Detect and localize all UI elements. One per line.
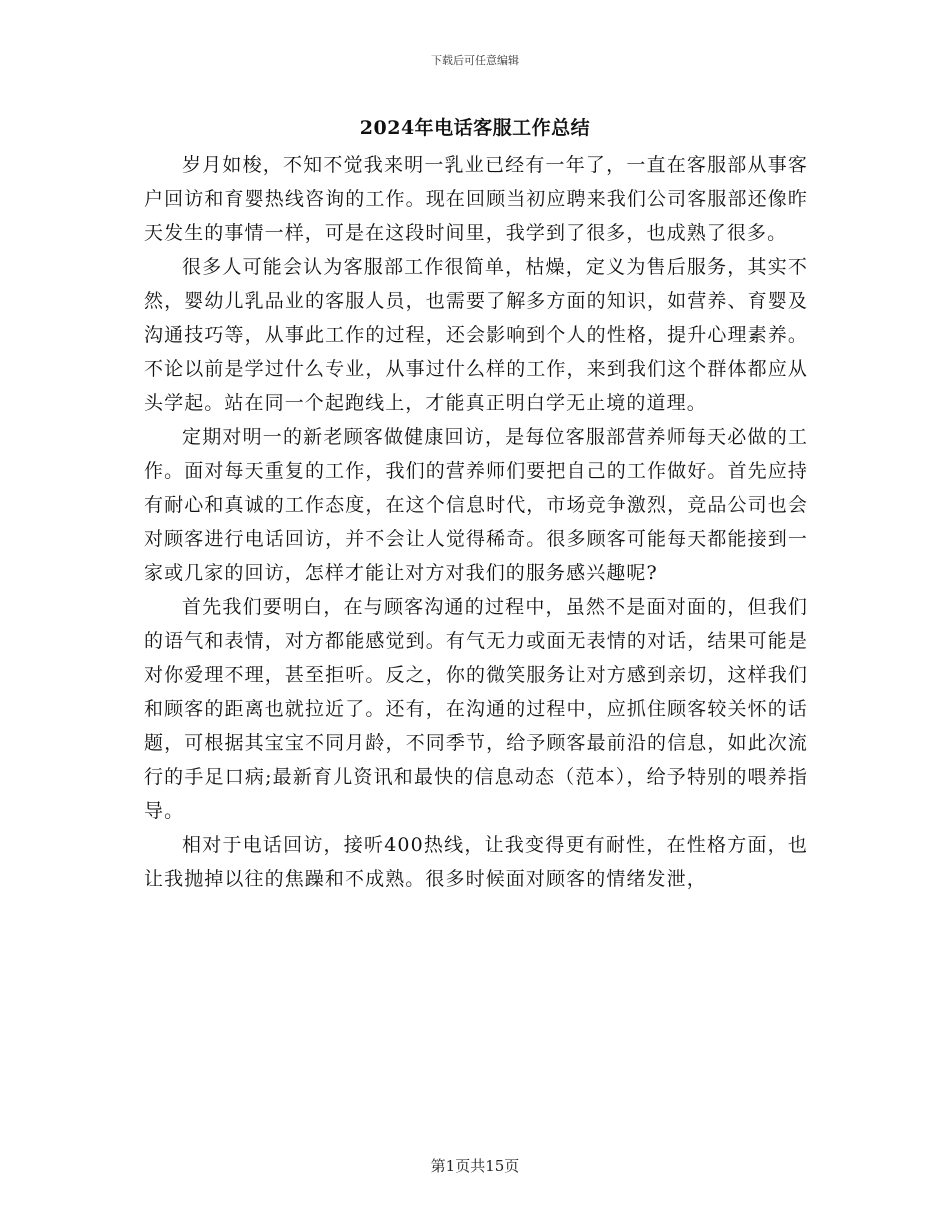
paragraph: 很多人可能会认为客服部工作很简单，枯燥，定义为售后服务，其实不然，婴幼儿乳品业的客服人员，也需要了解多方面的知识，如营养、育婴及沟通技巧等，从事此工作的过程，还会影响到个人的性格，提升心理素养。不论以前是学过什么专业，从事过什么样的工作，来到我们这个群体都应从头学起。站在同一个起跑线上，才能真正明白学无止境的道理。 [144, 256, 808, 414]
paragraph: 定期对明一的新老顾客做健康回访，是每位客服部营养师每天必做的工作。面对每天重复的工作，我们的营养师们要把自己的工作做好。首先应持有耐心和真诚的工作态度，在这个信息时代，市场竞争激烈，竞品公司也会对顾客进行电话回访，并不会让人觉得稀奇。很多顾客可能每天都能接到一家或几家的回访，怎样才能让对方对我们的服务感兴趣呢? [144, 426, 808, 584]
document-body [144, 148, 808, 896]
paragraph: 岁月如梭，不知不觉我来明一乳业已经有一年了，一直在客服部从事客户回访和育婴热线咨询的工作。现在回顾当初应聘来我们公司客服部还像昨天发生的事情一样，可是在这段时间里，我学到了很多，也成熟了很多。 [144, 154, 808, 244]
paragraph: 相对于电话回访，接听400热线，让我变得更有耐性，在性格方面，也让我抛掉以往的焦躁和不成熟。很多时候面对顾客的情绪发泄， [144, 834, 808, 890]
header-note: 下载后可任意编辑 [431, 54, 519, 67]
document-title: 2024年电话客服工作总结 [359, 117, 591, 139]
paragraph: 首先我们要明白，在与顾客沟通的过程中，虽然不是面对面的，但我们的语气和表情，对方都能感觉到。有气无力或面无表情的对话，结果可能是对你爱理不理，甚至拒听。反之，你的微笑服务让对方感到亲切，这样我们和顾客的距离也就拉近了。还有，在沟通的过程中，应抓住顾客较关怀的话题，可根据其宝宝不同月龄，不同季节，给予顾客最前沿的信息，如此次流行的手足口病;最新育儿资讯和最快的信息动态（范本），给予特别的喂养指导。 [144, 596, 808, 822]
page-indicator: 第1页共15页 [430, 1157, 520, 1175]
